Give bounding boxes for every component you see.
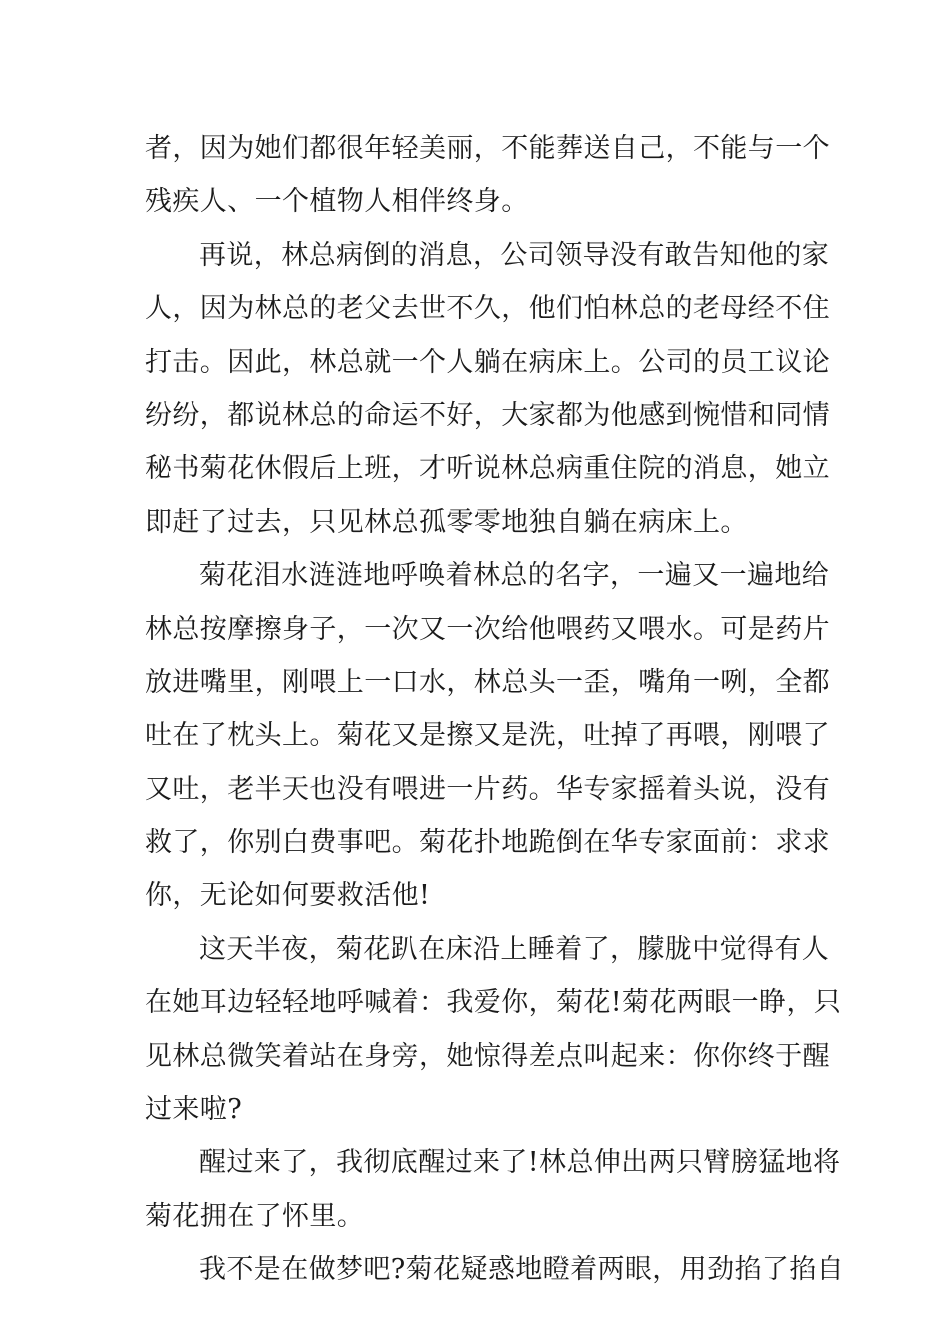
- text-line: 你，无论如何要救活他!: [145, 880, 431, 912]
- text-line: 打击。因此，林总就一个人躺在病床上。公司的员工议论: [145, 346, 830, 378]
- text-line: 吐在了枕头上。菊花又是擦又是洗，吐掉了再喂，刚喂了: [145, 720, 830, 752]
- text-line: 醒过来了，我彻底醒过来了!林总伸出两只臂膀猛地将: [199, 1147, 841, 1179]
- text-line: 秘书菊花休假后上班，才听说林总病重住院的消息，她立: [145, 453, 830, 485]
- text-line: 在她耳边轻轻地呼喊着：我爱你，菊花!菊花两眼一睁，只: [145, 987, 842, 1019]
- text-line: 者，因为她们都很年轻美丽，不能葬送自己，不能与一个: [145, 133, 830, 164]
- text-line: 林总按摩擦身子，一次又一次给他喂药又喂水。可是药片: [145, 613, 830, 645]
- text-line: 见林总微笑着站在身旁，她惊得差点叫起来：你你终于醒: [145, 1040, 830, 1072]
- text-line: 再说，林总病倒的消息，公司领导没有敢告知他的家: [199, 239, 830, 271]
- text-line: 即赶了过去，只见林总孤零零地独自躺在病床上。: [145, 506, 748, 538]
- text-line: 纷纷，都说林总的命运不好，大家都为他感到惋惜和同情: [145, 399, 830, 431]
- text-line: 菊花拥在了怀里。: [145, 1200, 365, 1232]
- text-line: 菊花泪水涟涟地呼唤着林总的名字，一遍又一遍地给: [199, 560, 830, 592]
- body-text: [145, 122, 845, 1297]
- text-line: 这天半夜，菊花趴在床沿上睡着了，朦胧中觉得有人: [199, 933, 830, 965]
- text-line: 残疾人、一个植物人相伴终身。: [145, 186, 529, 218]
- text-line: 又吐，老半天也没有喂进一片药。华专家摇着头说，没有: [145, 773, 830, 805]
- text-line: 过来啦?: [145, 1094, 243, 1126]
- text-line: 救了，你别白费事吧。菊花扑地跪倒在华专家面前：求求: [145, 827, 830, 859]
- text-line: 人，因为林总的老父去世不久，他们怕林总的老母经不住: [145, 293, 830, 325]
- text-line: 我不是在做梦吧?菊花疑惑地瞪着两眼，用劲掐了掐自: [199, 1254, 845, 1286]
- text-line: 放进嘴里，刚喂上一口水，林总头一歪，嘴角一咧，全都: [145, 666, 830, 698]
